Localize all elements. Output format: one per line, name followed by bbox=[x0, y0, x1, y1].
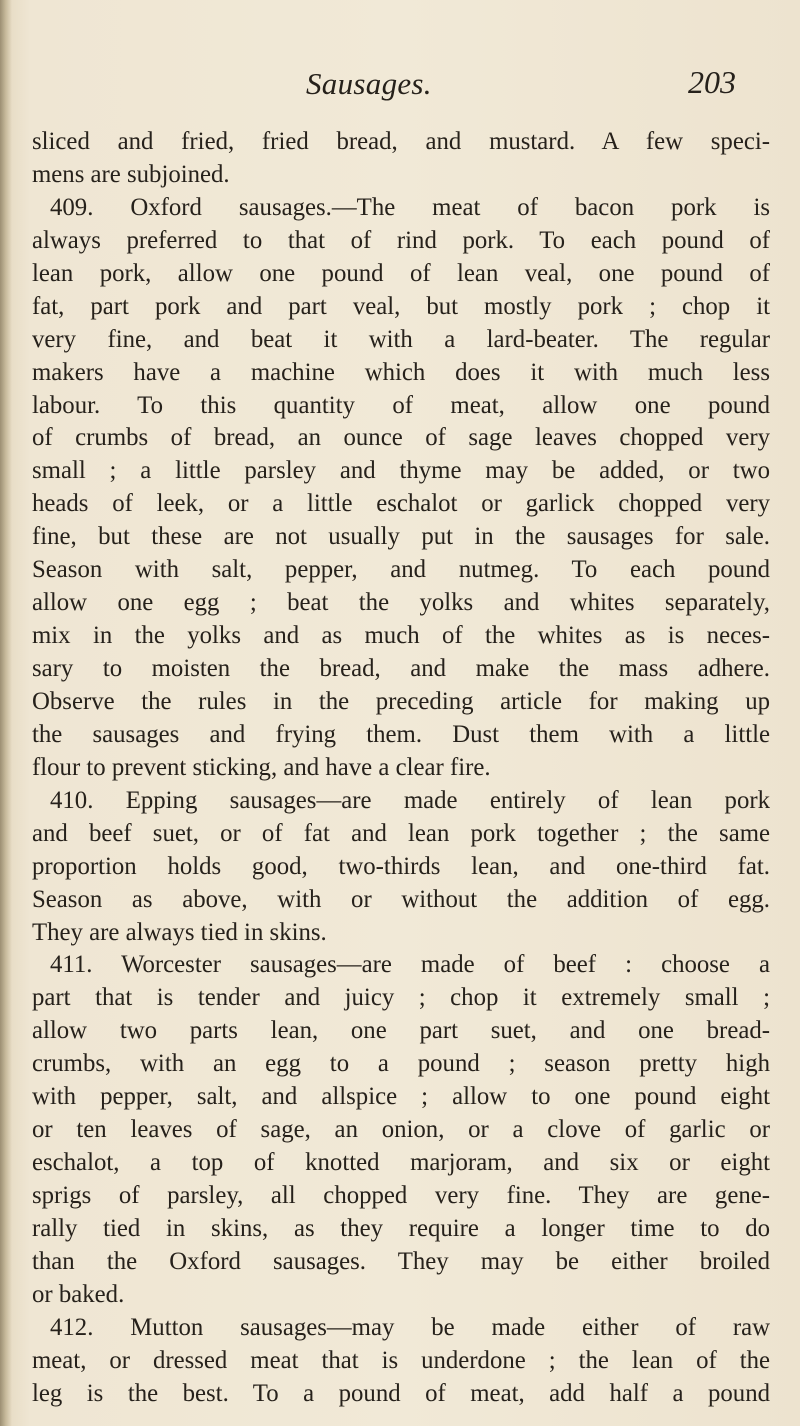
text-line: sliced and fried, fried bread, and mustard. A few speci- bbox=[32, 128, 770, 155]
text-line: heads of leek, or a little eschalot or garlick chopped very bbox=[32, 490, 770, 518]
text-line: 409. Oxford sausages.—The meat of bacon pork is bbox=[50, 193, 770, 221]
running-head-title: Sausages. bbox=[306, 66, 432, 101]
text-line: with pepper, salt, and allspice ; allow to one pound eight bbox=[32, 1083, 770, 1111]
text-line: and beef suet, or of fat and lean pork together ; the same bbox=[32, 819, 770, 847]
text-line: 410. Epping sausages—are made entirely of lean pork bbox=[50, 786, 770, 814]
text-line: They are always tied in skins. bbox=[32, 918, 327, 946]
text-line: the sausages and frying them. Dust them with a little bbox=[32, 720, 770, 748]
page-number: 203 bbox=[688, 64, 736, 100]
text-line: of crumbs of bread, an ounce of sage leaves chopped very bbox=[32, 424, 770, 452]
text-line: or ten leaves of sage, an onion, or a clove of garlic or bbox=[32, 1116, 770, 1144]
text-line: or baked. bbox=[32, 1280, 125, 1308]
text-line: meat, or dressed meat that is underdone ; the lean of the bbox=[32, 1346, 770, 1374]
text-line: fine, but these are not usually put in the sausages for sale. bbox=[32, 523, 770, 551]
running-head bbox=[0, 66, 800, 110]
page-gutter-shadow bbox=[0, 0, 12, 1426]
text-line: rally tied in skins, as they require a longer time to do bbox=[32, 1214, 770, 1242]
text-line: always preferred to that of rind pork. To each pound of bbox=[32, 226, 770, 254]
text-line: mens are subjoined. bbox=[32, 160, 230, 188]
text-line: Observe the rules in the preceding article for making up bbox=[32, 687, 770, 715]
text-line: allow two parts lean, one part suet, and one bread- bbox=[32, 1017, 770, 1045]
text-line: 412. Mutton sausages—may be made either of raw bbox=[50, 1313, 770, 1341]
text-line: allow one egg ; beat the yolks and whites separately, bbox=[32, 589, 770, 617]
text-line: than the Oxford sausages. They may be either broiled bbox=[32, 1247, 770, 1275]
text-line: fat, part pork and part veal, but mostly pork ; chop it bbox=[32, 292, 770, 320]
text-line: lean pork, allow one pound of lean veal, one pound of bbox=[32, 259, 770, 287]
text-line: small ; a little parsley and thyme may be added, or two bbox=[32, 457, 770, 485]
text-line: eschalot, a top of knotted marjoram, and six or eight bbox=[32, 1149, 770, 1177]
text-line: 411. Worcester sausages—are made of beef : choose a bbox=[50, 951, 770, 979]
body-text bbox=[32, 126, 770, 1411]
text-line: sary to moisten the bread, and make the mass adhere. bbox=[32, 655, 770, 682]
text-line: Season as above, with or without the addition of egg. bbox=[32, 885, 770, 913]
text-line: part that is tender and juicy ; chop it extremely small ; bbox=[32, 984, 770, 1012]
text-line: labour. To this quantity of meat, allow one pound bbox=[32, 391, 770, 419]
text-line: leg is the best. To a pound of meat, add half a pound bbox=[32, 1379, 770, 1407]
text-line: very fine, and beat it with a lard-beater. The regular bbox=[32, 325, 770, 353]
text-line: makers have a machine which does it with much less bbox=[32, 358, 770, 386]
text-line: mix in the yolks and as much of the whites as is neces- bbox=[32, 622, 770, 650]
text-line: flour to prevent sticking, and have a clear fire. bbox=[32, 753, 491, 781]
text-line: sprigs of parsley, all chopped very fine. They are gene- bbox=[32, 1182, 770, 1209]
text-line: Season with salt, pepper, and nutmeg. To each pound bbox=[32, 556, 770, 584]
text-line: crumbs, with an egg to a pound ; season pretty high bbox=[32, 1050, 770, 1078]
text-line: proportion holds good, two-thirds lean, and one-third fat. bbox=[32, 852, 770, 880]
